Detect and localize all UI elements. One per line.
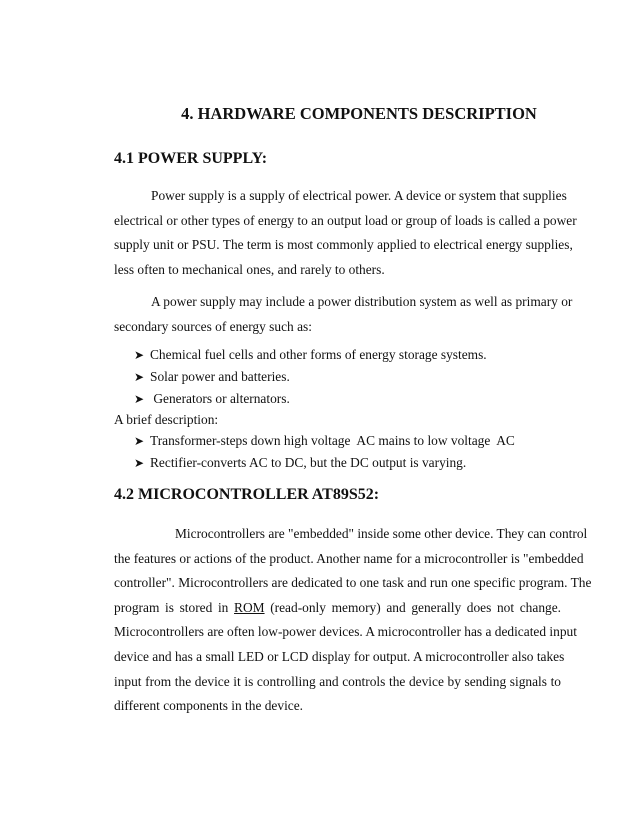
energy-sources-list xyxy=(134,344,487,410)
text-line: device and has a small LED or LCD display for output. A microcontroller also takes xyxy=(114,648,565,664)
text-line xyxy=(114,596,561,621)
arrow-bullet-icon: ➤ xyxy=(134,370,145,384)
list-item-text: Chemical fuel cells and other forms of energy storage systems. xyxy=(150,347,487,362)
list-item xyxy=(134,388,487,410)
text-line: supply unit or PSU. The term is most commonly applied to electrical energy supplies, xyxy=(114,237,573,253)
text-fragment: program is stored in xyxy=(114,599,235,615)
text-line: secondary sources of energy such as: xyxy=(114,318,312,334)
text-line: Power supply is a supply of electrical power. A device or system that supplies xyxy=(151,188,567,203)
list-item xyxy=(134,452,515,474)
list-item-text: Rectifier-converts AC to DC, but the DC output is varying. xyxy=(150,455,467,470)
page-title: 4. HARDWARE COMPONENTS DESCRIPTION xyxy=(181,104,537,123)
text-line: controller". Microcontrollers are dedicated to one task and run one specific program. The xyxy=(114,575,592,591)
text-line: A power supply may include a power distribution system as well as primary or xyxy=(151,294,573,309)
arrow-bullet-icon: ➤ xyxy=(134,392,145,406)
text-line: different components in the device. xyxy=(114,698,304,714)
brief-description-label: A brief description: xyxy=(114,412,219,427)
microcontroller-paragraph xyxy=(114,522,592,719)
text-fragment: (read-only memory) and generally does not change. xyxy=(264,599,561,615)
text-line: input from the device it is controlling and controls the device by sending signals to xyxy=(114,673,561,689)
arrow-bullet-icon: ➤ xyxy=(134,434,145,448)
section-heading-microcontroller: 4.2 MICROCONTROLLER AT89S52: xyxy=(114,486,380,503)
list-item-text: Transformer-steps down high voltage AC mains to low voltage AC xyxy=(150,433,515,448)
text-line: Microcontrollers are often low-power devices. A microcontroller has a dedicated input xyxy=(114,624,577,640)
list-item xyxy=(134,344,487,366)
rom-link[interactable]: ROM xyxy=(234,599,265,615)
list-item xyxy=(134,366,487,388)
power-supply-paragraph-2 xyxy=(114,290,573,339)
arrow-bullet-icon: ➤ xyxy=(134,348,145,362)
power-supply-paragraph-1 xyxy=(114,184,577,282)
arrow-bullet-icon: ➤ xyxy=(134,456,145,470)
brief-description-list xyxy=(134,430,515,474)
section-heading-power-supply: 4.1 POWER SUPPLY: xyxy=(114,150,268,167)
text-line: the features or actions of the product. Another name for a microcontroller is "embedded xyxy=(114,550,584,566)
text-line: less often to mechanical ones, and rarely to others. xyxy=(114,261,385,277)
text-line: electrical or other types of energy to an output load or group of loads is called a power xyxy=(114,212,577,228)
list-item xyxy=(134,430,515,452)
text-line: Microcontrollers are "embedded" inside some other device. They can control xyxy=(175,526,588,541)
list-item-text: Generators or alternators. xyxy=(150,391,290,406)
list-item-text: Solar power and batteries. xyxy=(150,369,290,384)
